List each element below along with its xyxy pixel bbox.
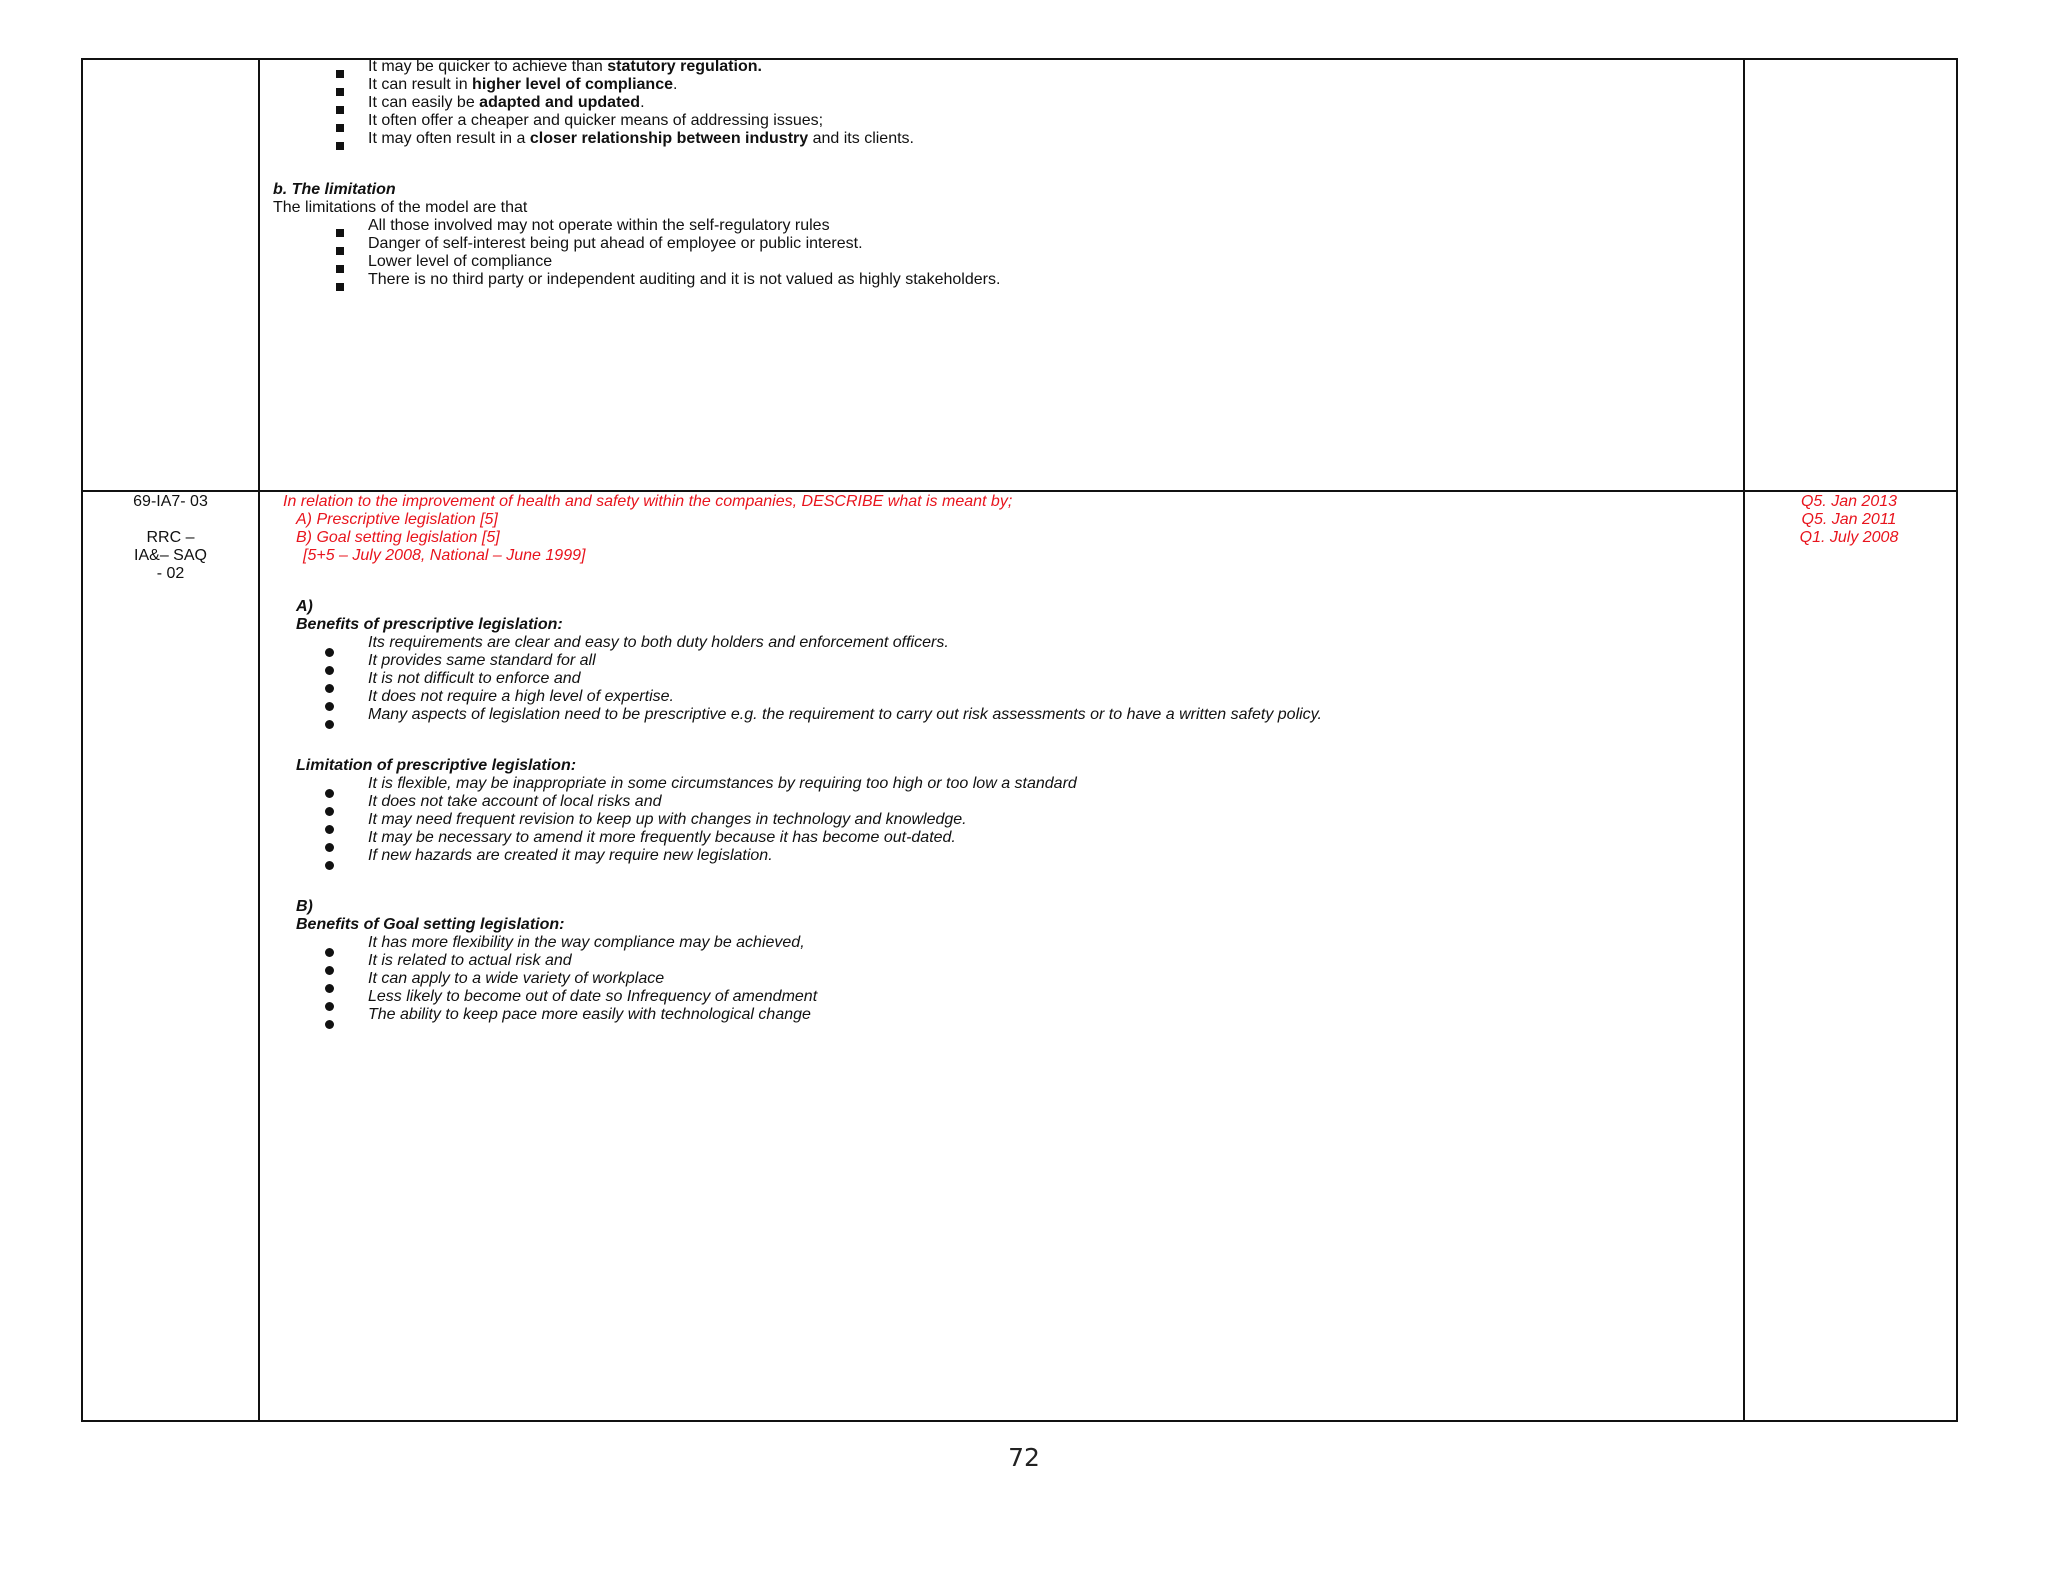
ref-line bbox=[83, 511, 258, 529]
source-line: Q5. Jan 2013 bbox=[1800, 493, 1898, 510]
list-item: There is no third party or independent auditing and it is not valued as highly stakeholders. bbox=[273, 271, 1753, 289]
limitation-heading: b. The limitation bbox=[273, 181, 396, 198]
item-text: It often offer a cheaper and quicker means of addressing issues; bbox=[368, 112, 824, 129]
list-item: It may be necessary to amend it more frequently because it has become out-dated. bbox=[273, 829, 1753, 847]
item-text: . bbox=[640, 94, 645, 111]
ref-line: - 02 bbox=[156, 565, 185, 582]
section-b-label: B) bbox=[296, 898, 313, 915]
item-bold-text: closer relationship between industry bbox=[529, 130, 809, 147]
benefits-prescriptive-heading: Benefits of prescriptive legislation: bbox=[296, 616, 563, 633]
list-item: It is flexible, may be inappropriate in some circumstances by requiring too high or too low a standard bbox=[273, 775, 1753, 793]
list-item bbox=[273, 112, 1753, 130]
ref-line: RRC – bbox=[146, 529, 195, 546]
list-item: Less likely to become out of date so Infrequency of amendment bbox=[273, 988, 1753, 1006]
benefits-prescriptive-list bbox=[273, 634, 1753, 724]
item-bold-text: higher level of compliance bbox=[472, 76, 673, 93]
question-reference bbox=[83, 493, 258, 583]
source-line: Q5. Jan 2011 bbox=[1801, 511, 1897, 528]
question-text: In relation to the improvement of health and safety within the companies, DESCRIBE what is meant by; bbox=[283, 493, 1013, 510]
list-item: Its requirements are clear and easy to both duty holders and enforcement officers. bbox=[273, 634, 1753, 652]
list-item: Danger of self-interest being put ahead of employee or public interest. bbox=[273, 235, 1753, 253]
list-item: Lower level of compliance bbox=[273, 253, 1753, 271]
item-bold-text: statutory regulation. bbox=[607, 58, 762, 75]
item-text: and its clients. bbox=[808, 130, 914, 147]
list-item: It can apply to a wide variety of workplace bbox=[273, 970, 1753, 988]
ref-line: 69-IA7- 03 bbox=[133, 493, 208, 510]
reference-cell bbox=[82, 59, 259, 491]
list-item: It provides same standard for all bbox=[273, 652, 1753, 670]
limitation-prescriptive-heading: Limitation of prescriptive legislation: bbox=[296, 757, 577, 774]
list-item bbox=[273, 76, 1753, 94]
row1-content bbox=[273, 58, 1753, 289]
list-item: All those involved may not operate within the self-regulatory rules bbox=[273, 217, 1753, 235]
limitations-list bbox=[273, 217, 1753, 289]
list-item: It is not difficult to enforce and bbox=[273, 670, 1753, 688]
item-text: . bbox=[673, 76, 678, 93]
item-text: It may often result in a bbox=[368, 130, 530, 147]
ref-line: IA&– SAQ bbox=[134, 547, 207, 564]
list-item: It is related to actual risk and bbox=[273, 952, 1753, 970]
page-number: 72 bbox=[1008, 1443, 1040, 1472]
item-bold-text: adapted and updated bbox=[479, 94, 641, 111]
source-cell bbox=[1744, 491, 1957, 1421]
list-item bbox=[273, 58, 1753, 76]
list-item: It may need frequent revision to keep up with changes in technology and knowledge. bbox=[273, 811, 1753, 829]
benefits-goal-heading: Benefits of Goal setting legislation: bbox=[296, 916, 565, 933]
question-part-b: B) Goal setting legislation [5] bbox=[296, 529, 500, 546]
item-text: It can easily be bbox=[368, 94, 480, 111]
list-item: It does not take account of local risks and bbox=[273, 793, 1753, 811]
list-item: The ability to keep pace more easily with technological change bbox=[273, 1006, 1753, 1024]
limitation-intro: The limitations of the model are that bbox=[273, 199, 528, 216]
list-item bbox=[273, 94, 1753, 112]
exam-sources bbox=[1745, 493, 1953, 547]
list-item: Many aspects of legislation need to be prescriptive e.g. the requirement to carry out risk assessments or to have a written safety policy. bbox=[273, 706, 1753, 724]
limitation-prescriptive-list bbox=[273, 775, 1753, 865]
row2-content bbox=[273, 493, 1753, 1024]
reference-cell bbox=[82, 491, 259, 1421]
list-item: It does not require a high level of expertise. bbox=[273, 688, 1753, 706]
question-marks: [5+5 – July 2008, National – June 1999] bbox=[303, 547, 586, 564]
list-item bbox=[273, 130, 1753, 148]
item-text: It can result in bbox=[368, 76, 473, 93]
source-line: Q1. July 2008 bbox=[1799, 529, 1899, 546]
advantages-list bbox=[273, 58, 1753, 148]
benefits-goal-list bbox=[273, 934, 1753, 1024]
source-cell bbox=[1744, 59, 1957, 491]
list-item: If new hazards are created it may require new legislation. bbox=[273, 847, 1753, 865]
section-a-label: A) bbox=[296, 598, 313, 615]
list-item: It has more flexibility in the way compliance may be achieved, bbox=[273, 934, 1753, 952]
item-text: It may be quicker to achieve than bbox=[368, 58, 608, 75]
question-part-a: A) Prescriptive legislation [5] bbox=[296, 511, 498, 528]
